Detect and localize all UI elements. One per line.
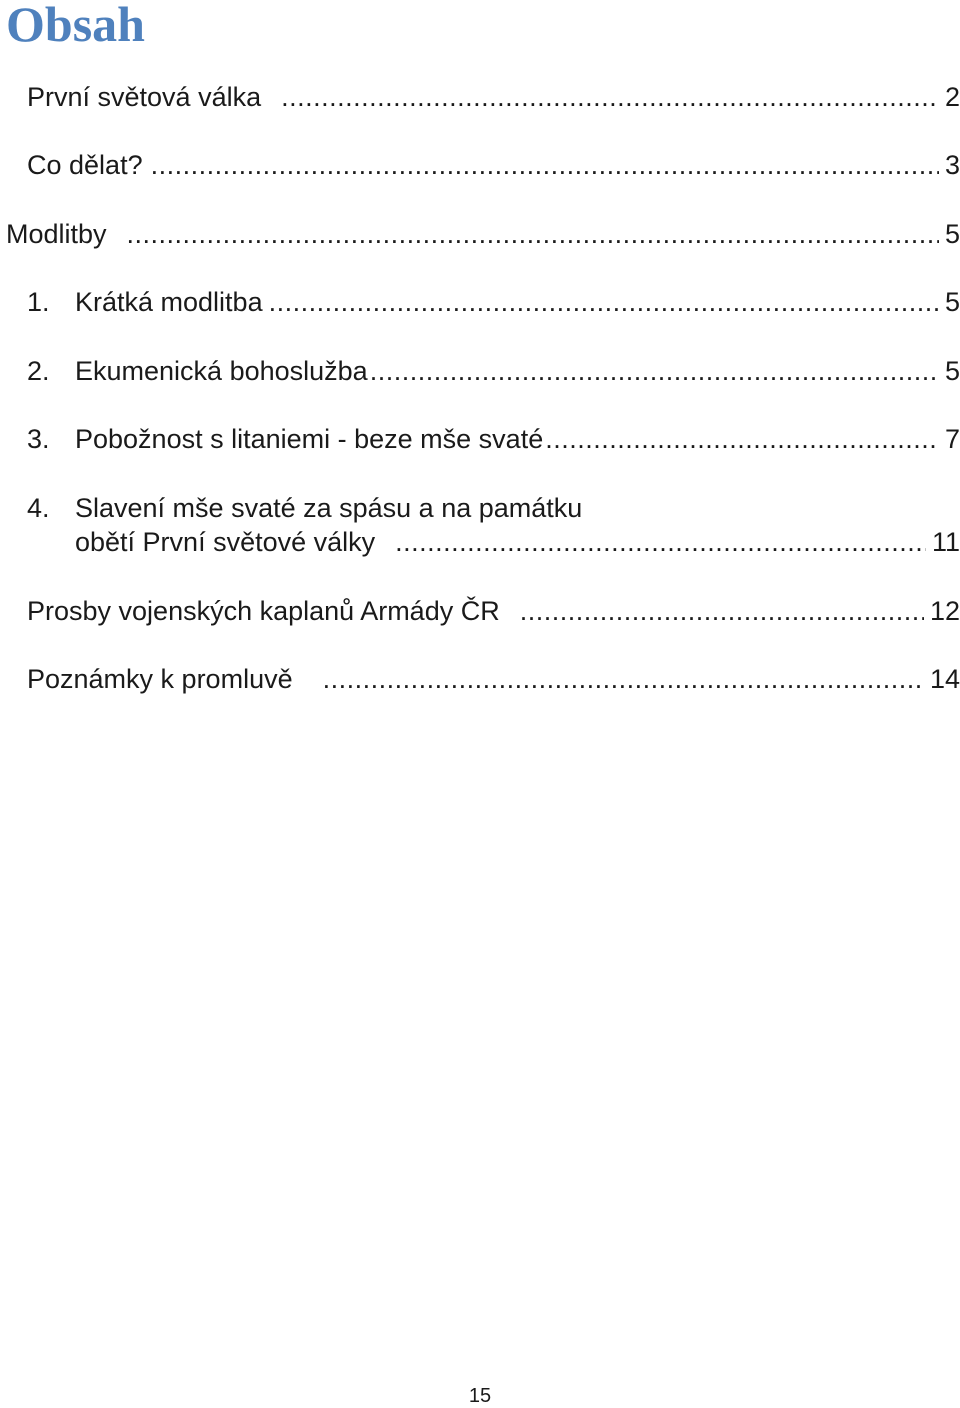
toc-entry-title: První světová válka: [27, 82, 262, 112]
toc-entry-page: 5: [944, 287, 960, 317]
page-title: Obsah: [6, 0, 145, 52]
toc-leader: [545, 422, 939, 456]
toc-leader: [370, 354, 939, 388]
toc-entry[interactable]: [27, 285, 960, 319]
toc-entry-number: 1.: [27, 287, 50, 317]
toc-entry-title: Ekumenická bohoslužba: [75, 356, 368, 386]
toc-entry-page: 5: [944, 219, 960, 249]
toc-entry[interactable]: [27, 594, 960, 628]
toc-entry-number: 3.: [27, 424, 50, 454]
toc-entry-title: Prosby vojenských kaplanů Armády ČR: [27, 596, 500, 626]
toc-leader: [520, 594, 924, 628]
toc-entry-title: Co dělat?: [27, 150, 143, 180]
toc-entry-page: 2: [944, 82, 960, 112]
toc-leader: [269, 285, 939, 319]
toc-entry-title: Krátká modlitba: [75, 287, 263, 317]
toc-leader: [151, 148, 939, 182]
toc-entry[interactable]: [6, 217, 960, 251]
toc-entry-page: 7: [944, 424, 960, 454]
toc-entry-title: Poznámky k promluvě: [27, 664, 293, 694]
toc-leader: [323, 662, 924, 696]
toc-entry[interactable]: [27, 662, 960, 696]
toc-leader: [127, 217, 939, 251]
toc-entry[interactable]: [27, 491, 960, 559]
toc-entry-page: 14: [929, 664, 960, 694]
toc-entry-page: 5: [944, 356, 960, 386]
toc-entry[interactable]: [27, 354, 960, 388]
toc-entry[interactable]: [27, 148, 960, 182]
toc-leader: [281, 80, 939, 114]
toc-entry-title-line1: Slavení mše svaté za spásu a na památku: [75, 493, 583, 523]
toc-entry-title: obětí První světové války: [75, 527, 376, 557]
toc-leader: [395, 525, 926, 559]
toc-entry[interactable]: [27, 80, 960, 114]
toc-entry-page: 3: [944, 150, 960, 180]
toc-entry-page: 12: [929, 596, 960, 626]
page-number: 15: [468, 1385, 492, 1407]
toc-entry[interactable]: [27, 422, 960, 456]
toc-entry-number: 2.: [27, 356, 50, 386]
toc-entry-title: Modlitby: [6, 219, 107, 249]
toc-entry-number: 4.: [27, 493, 50, 523]
toc-entry-title: Pobožnost s litaniemi - beze mše svaté: [75, 424, 544, 454]
toc-entry-page: 11: [931, 527, 960, 557]
